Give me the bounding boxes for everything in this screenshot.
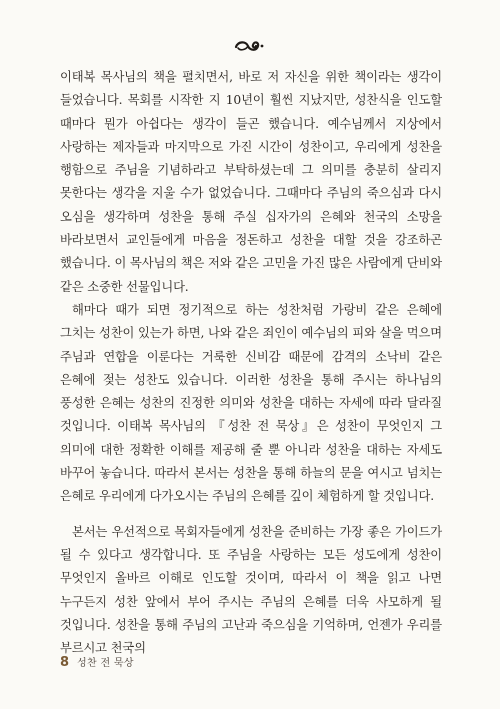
paragraph-2-text-end: 은 성찬이 무엇인지 그 의미에 대한 정확한 이해를 제공해 줄 뿐 아니라 성찬을 대하는 자세도 바꾸어 놓습니다. 따라서 본서는 성찬을 통해 하늘의 문을 여시고 넘치는 은혜로 우리에게 다가오시는 주님의 은혜를 깊이 체험하게 할 것입니다.	[60, 419, 442, 504]
paragraph-2	[60, 299, 442, 509]
paragraph-3-text: 본서는 우선적으로 목회자들에게 성찬을 준비하는 가장 좋은 가이드가 될 수 있다고 생각합니다. 또 주님을 사랑하는 모든 성도에게 성찬이 무엇인지 올바르 이해로 인도할 것이며, 따라서 이 책을 읽고 나면 누구든지 성찬 앞에서 부어 주시는 주님의 은혜를 더욱 사모하게 될 것입니다. 성찬을 통해 주님의 고난과 죽으심을 기억하며, 언젠가 우리를 부르시고 천국의	[60, 524, 442, 656]
page-footer	[60, 654, 134, 672]
paragraph-1	[60, 66, 442, 299]
book-title: 『성찬 전 묵상』	[212, 419, 317, 434]
running-title: 성찬 전 묵상	[77, 658, 134, 669]
swirl-ornament-icon	[230, 39, 270, 53]
paragraph-1-text: 이태복 목사님의 책을 펼치면서, 바로 저 자신을 위한 책이라는 생각이 들었습니다. 목회를 시작한 지 10년이 훨씬 지났지만, 성찬식을 인도할 때마다 뭔가 아쉽다는 생각이 들곤 했습니다. 예수님께서 지상에서 사랑하는 제자들과 마지막으로 가진 시간이 성찬이고, 우리에게 성찬을 행함으로 주님을 기념하라고 부탁하셨는데 그 의미를 충분히 살리지 못한다는 생각을 지울 수가 없었습니다. 그때마다 주님의 죽으심과 다시 오심을 생각하며 성찬을 통해 주실 십자가의 은혜와 천국의 소망을 바라보면서 교인들에게 마음을 정돈하고 성찬을 대할 것을 강조하곤 했습니다. 이 목사님의 책은 저와 같은 고민을 가진 많은 사람에게 단비와 같은 소중한 선물입니다.	[60, 70, 442, 294]
page-number: 8	[60, 655, 70, 670]
body-text	[60, 66, 442, 660]
paragraph-3	[60, 521, 442, 661]
paragraph-2-text-start: 해마다 때가 되면 정기적으로 하는 성찬처럼 가랑비 같은 은혜에 그치는 성찬이 있는가 하면, 나와 같은 죄인이 예수님의 피와 살을 먹으며 주님과 연합을 이룬다는 거룩한 신비감 때문에 감격의 소낙비 같은 은혜에 젖는 성찬도 있습니다. 이러한 성찬을 통해 주시는 하나님의 풍성한 은혜는 성찬의 진정한 의미와 성찬을 대하는 자세에 따라 달라질 것입니다. 이태복 목사님의	[60, 302, 442, 434]
